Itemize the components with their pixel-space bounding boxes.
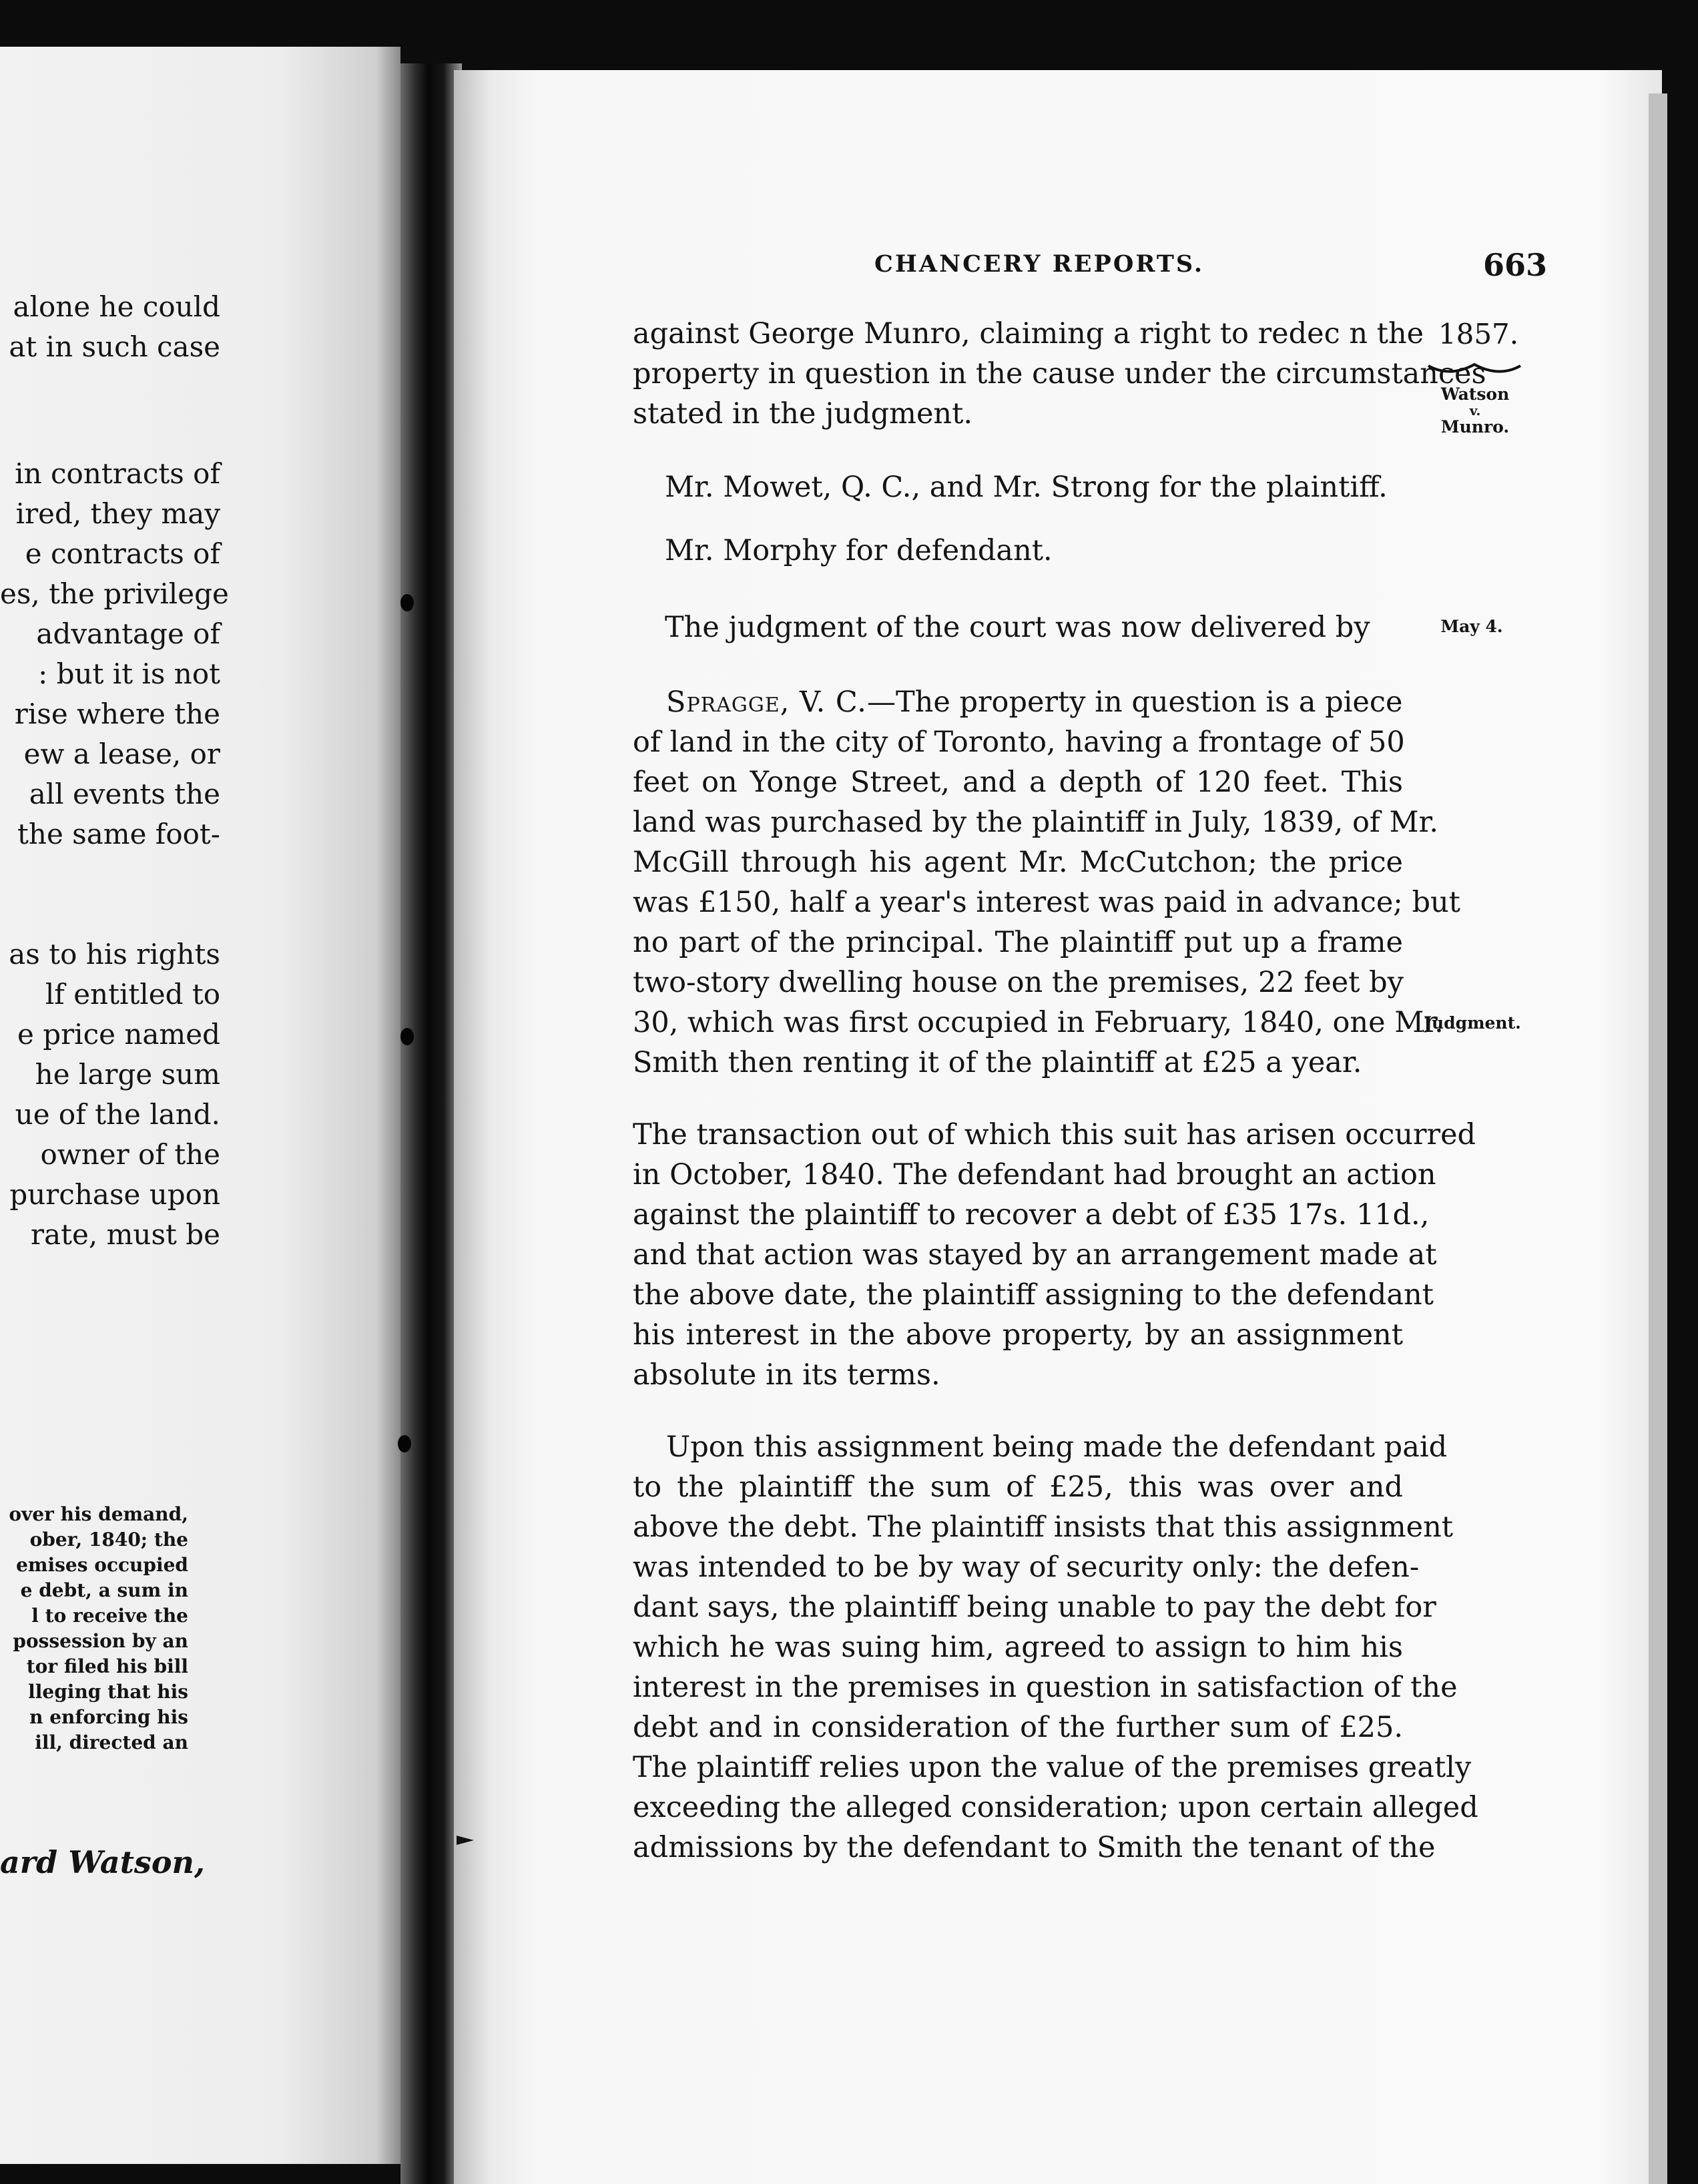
text-line: —The property in question is a piece <box>866 686 1403 719</box>
text-line: to the plaintiff the sum of £25, this was over and <box>633 1470 1403 1504</box>
binding-mark <box>400 1028 414 1045</box>
delivered-by: The judgment of the court was now delivered by <box>665 611 1370 644</box>
margin-case-versus: v. <box>1469 402 1481 419</box>
intro-line: against George Munro, claiming a right to redec n the <box>633 317 1424 350</box>
text-line: at in such case <box>9 330 220 363</box>
text-line: against the plaintiff to recover a debt of £35 17s. 11d., <box>633 1198 1430 1232</box>
footnote-line: emises occupied <box>16 1554 188 1576</box>
margin-date: May 4. <box>1440 617 1503 636</box>
text-line: admissions by the defendant to Smith the tenant of the <box>633 1831 1436 1864</box>
text-line: Smith then renting it of the plaintiff at £25 a year. <box>633 1046 1362 1079</box>
text-line: debt and in consideration of the further sum of £25. <box>633 1711 1403 1744</box>
text-line: absolute in its terms. <box>633 1358 940 1392</box>
counsel-defendant: Mr. Morphy for defendant. <box>665 534 1053 567</box>
text-line: ew a lease, or <box>23 738 220 770</box>
margin-section-label: Judgment. <box>1424 1013 1521 1033</box>
text-line: 30, which was first occupied in February, 1840, one Mr. <box>633 1006 1444 1039</box>
pointer-mark-icon <box>457 1834 474 1846</box>
text-line: and that action was stayed by an arrangement made at <box>633 1238 1437 1272</box>
text-line: the same foot- <box>17 818 220 850</box>
text-line: Upon this assignment being made the defendant paid <box>666 1430 1448 1464</box>
text-line: as to his rights <box>9 938 220 971</box>
text-line: two-story dwelling house on the premises, 22 feet by <box>633 966 1404 999</box>
text-line: of land in the city of Toronto, having a frontage of 50 <box>633 726 1405 759</box>
book-gutter <box>400 63 462 2184</box>
text-line: rise where the <box>14 698 220 730</box>
text-line: ired, they may <box>15 497 220 530</box>
text-line: above the debt. The plaintiff insists that this assignment <box>633 1511 1454 1544</box>
text-line: e price named <box>17 1018 220 1051</box>
text-line: land was purchased by the plaintiff in July, 1839, of Mr. <box>633 806 1439 839</box>
paragraph-1-first-line <box>666 682 1403 722</box>
margin-case-name <box>1428 384 1522 437</box>
binding-mark <box>398 1435 411 1452</box>
left-facing-page <box>0 47 400 2164</box>
text-line: lf entitled to <box>45 978 220 1011</box>
text-line: e contracts of <box>25 537 220 570</box>
text-line: was £150, half a year's interest was paid in advance; but <box>633 886 1460 919</box>
running-title: CHANCERY REPORTS. <box>874 250 1205 278</box>
text-line: all events the <box>29 778 220 810</box>
text-line: es, the privilege <box>0 577 229 610</box>
footnote-line: ober, 1840; the <box>29 1529 188 1551</box>
text-line: was intended to be by way of security only: the defen- <box>633 1551 1420 1584</box>
text-line: purchase upon <box>9 1178 220 1211</box>
text-line: owner of the <box>40 1138 220 1171</box>
footnote-line: l to receive the <box>31 1605 188 1627</box>
margin-year: 1857. <box>1438 318 1519 350</box>
text-line: rate, must be <box>31 1218 220 1251</box>
text-line: in contracts of <box>15 457 220 490</box>
text-line: in October, 1840. The defendant had brought an action <box>633 1158 1436 1191</box>
footnote-line: over his demand, <box>9 1503 188 1525</box>
text-line: the above date, the plaintiff assigning to the defendant <box>633 1278 1434 1312</box>
text-line: The plaintiff relies upon the value of the premises greatly <box>633 1751 1472 1784</box>
footnote-line: n enforcing his <box>29 1706 188 1728</box>
text-line: ue of the land. <box>15 1098 220 1131</box>
text-line: no part of the principal. The plaintiff put up a frame <box>633 926 1403 959</box>
text-line: : but it is not <box>38 657 220 690</box>
text-line: he large sum <box>35 1058 220 1091</box>
footnote-line: possession by an <box>13 1630 188 1652</box>
text-line: which he was suing him, agreed to assign to him his <box>633 1631 1403 1664</box>
counsel-plaintiff: Mr. Mowet, Q. C., and Mr. Strong for the plaintiff. <box>665 471 1388 504</box>
margin-case-party: Watson <box>1440 384 1510 404</box>
text-line: interest in the premises in question in satisfaction of the <box>633 1671 1458 1704</box>
footnote-line: tor filed his bill <box>26 1655 188 1677</box>
text-line: dant says, the plaintiff being unable to pay the debt for <box>633 1591 1436 1624</box>
text-line: alone he could <box>13 290 220 323</box>
text-line: McGill through his agent Mr. McCutchon; the price <box>633 846 1403 879</box>
text-line: his interest in the above property, by an assignment <box>633 1318 1403 1352</box>
text-line: feet on Yonge Street, and a depth of 120 feet. This <box>633 766 1403 799</box>
intro-line: stated in the judgment. <box>633 397 973 431</box>
page-number: 663 <box>1483 247 1548 283</box>
text-line: The transaction out of which this suit has arisen occurred <box>633 1118 1476 1151</box>
footnote-line: lleging that his <box>28 1681 188 1703</box>
margin-case-party: Munro. <box>1440 417 1510 437</box>
footnote-line: e debt, a sum in <box>20 1579 188 1601</box>
footnote-line: ill, directed an <box>35 1731 188 1753</box>
intro-line: property in question in the cause under the circumstances <box>633 357 1486 390</box>
page-edge <box>1649 93 1667 2184</box>
left-signature: ard Watson, <box>0 1844 205 1880</box>
binding-mark <box>400 594 414 611</box>
text-line: advantage of <box>36 617 220 650</box>
text-line: exceeding the alleged consideration; upon certain alleged <box>633 1791 1478 1824</box>
judge-name: Spragge, V. C. <box>666 686 867 719</box>
